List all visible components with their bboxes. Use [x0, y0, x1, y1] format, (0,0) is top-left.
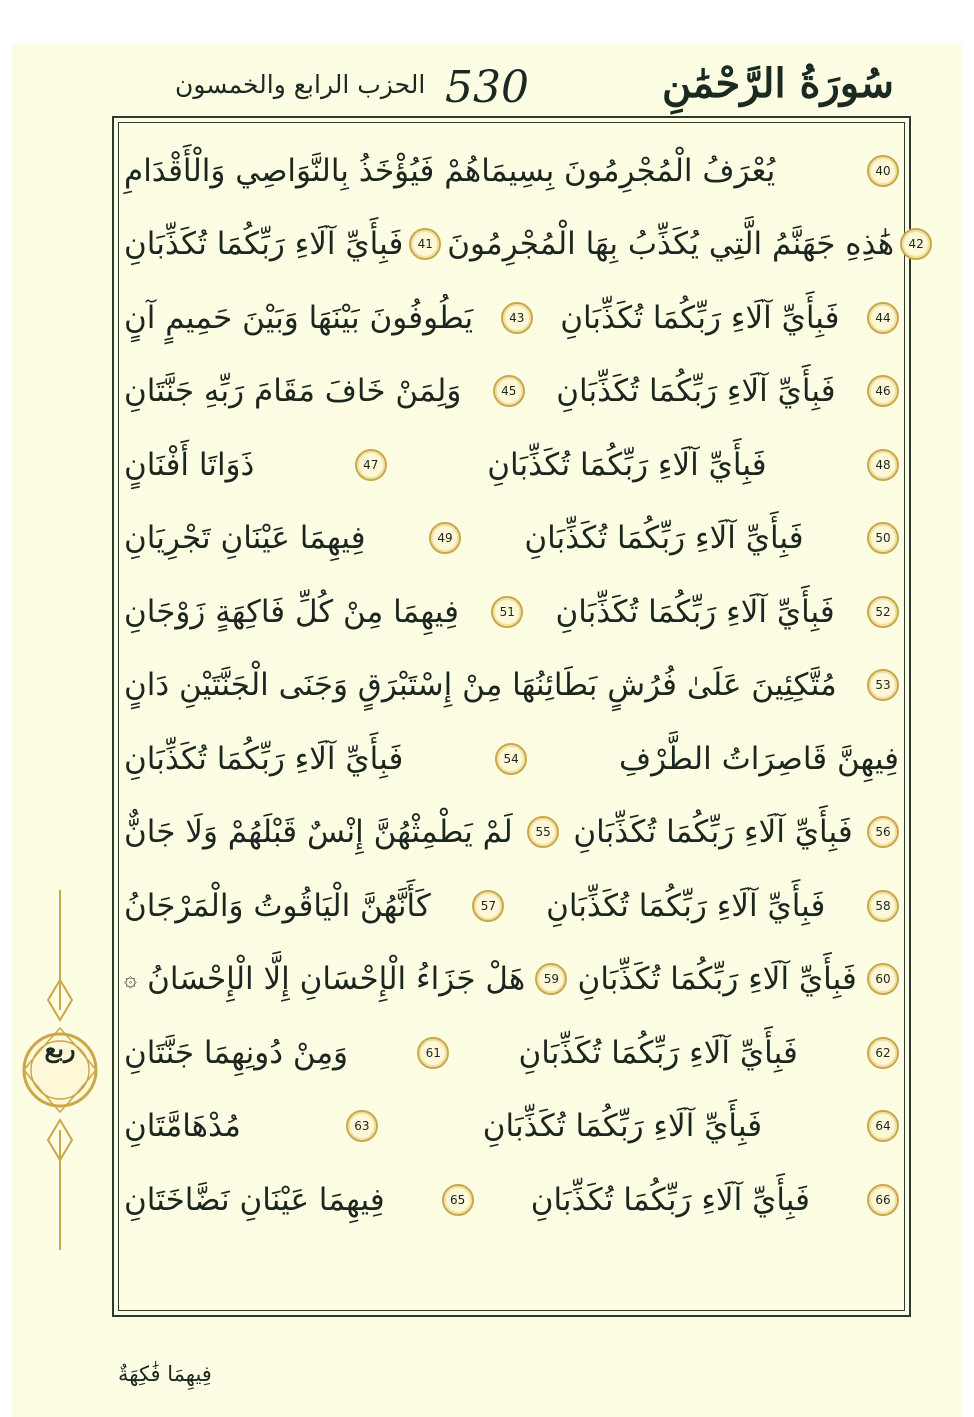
verse-line: [124, 281, 899, 355]
verse-text: ذَوَاتَا أَفْنَانٍ: [124, 446, 255, 483]
verse-line: [124, 1163, 899, 1237]
verse-line: [124, 575, 899, 649]
verse-line: [124, 1016, 899, 1090]
catchword: فِيهِمَا فَٰكِهَةٌ: [118, 1362, 212, 1386]
ayah-number-marker: 42: [900, 228, 932, 260]
ayah-number-marker: 45: [493, 375, 525, 407]
verse-line: [124, 796, 899, 870]
verse-text: مُدْهَامَّتَانِ: [124, 1108, 241, 1145]
ayah-number-marker: 59: [535, 963, 567, 995]
verse-text: فَبِأَيِّ آلَاءِ رَبِّكُمَا تُكَذِّبَانِ: [482, 1108, 763, 1145]
verse-text: فَبِأَيِّ آلَاءِ رَبِّكُمَا تُكَذِّبَانِ: [556, 373, 836, 410]
rub-label: ربع: [44, 1034, 76, 1063]
ayah-number-marker: 50: [867, 522, 899, 554]
verse-text: فَبِأَيِّ آلَاءِ رَبِّكُمَا تُكَذِّبَانِ: [124, 740, 404, 777]
ayah-number-marker: 55: [527, 816, 559, 848]
ayah-number-marker: 48: [867, 449, 899, 481]
verse-text: فَبِأَيِّ آلَاءِ رَبِّكُمَا تُكَذِّبَانِ: [530, 1181, 810, 1218]
verse-text: فَبِأَيِّ آلَاءِ رَبِّكُمَا تُكَذِّبَانِ: [577, 961, 857, 998]
ayah-number-marker: 53: [867, 669, 899, 701]
surah-title: سُورَةُ الرَّحْمَٰنِ: [661, 60, 894, 107]
ayah-number-marker: 60: [867, 963, 899, 995]
verse-text: وَلِمَنْ خَافَ مَقَامَ رَبِّهِ جَنَّتَانِ: [124, 373, 462, 410]
ayah-number-marker: 61: [417, 1037, 449, 1069]
ayah-number-marker: 66: [867, 1184, 899, 1216]
ayah-number-marker: 47: [355, 449, 387, 481]
verse-text: فَبِأَيِّ آلَاءِ رَبِّكُمَا تُكَذِّبَانِ: [487, 446, 767, 483]
ayah-number-marker: 49: [429, 522, 461, 554]
ayah-number-marker: 54: [495, 743, 527, 775]
hizb-label: الحزب الرابع والخمسون: [175, 70, 426, 99]
verse-text: فَبِأَيِّ آلَاءِ رَبِّكُمَا تُكَذِّبَانِ: [573, 814, 853, 851]
verse-text: فِيهِمَا مِنْ كُلِّ فَاكِهَةٍ زَوْجَانِ: [124, 593, 459, 630]
page-number: 530: [445, 62, 529, 113]
ayah-number-marker: 65: [442, 1184, 474, 1216]
ayah-number-marker: 46: [867, 375, 899, 407]
ayah-number-marker: 64: [867, 1110, 899, 1142]
ayah-number-marker: 43: [501, 302, 533, 334]
verse-text: فَبِأَيِّ آلَاءِ رَبِّكُمَا تُكَذِّبَانِ: [560, 299, 840, 336]
ayah-number-marker: 63: [346, 1110, 378, 1142]
verse-line: [124, 355, 899, 429]
verse-line: [124, 649, 899, 723]
verse-text: فَبِأَيِّ آلَاءِ رَبِّكُمَا تُكَذِّبَانِ: [546, 887, 826, 924]
verse-line: [124, 428, 899, 502]
verse-text: يُعْرَفُ الْمُجْرِمُونَ بِسِيمَاهُمْ فَيُؤْخَذُ بِالنَّوَاصِي وَالْأَقْدَامِ: [124, 152, 776, 189]
verse-text: فِيهِمَا عَيْنَانِ تَجْرِيَانِ: [124, 520, 366, 557]
ayah-number-marker: 51: [491, 596, 523, 628]
verse-line: [124, 722, 899, 796]
verse-line: [124, 869, 899, 943]
verse-line: [124, 502, 899, 576]
rub-ornament-icon: [20, 890, 100, 1250]
ayah-number-marker: 57: [472, 890, 504, 922]
verse-text: فِيهِمَا عَيْنَانِ نَضَّاخَتَانِ: [124, 1181, 385, 1218]
verse-text: فَبِأَيِّ آلَاءِ رَبِّكُمَا تُكَذِّبَانِ: [555, 593, 835, 630]
verse-text: مُتَّكِئِينَ عَلَىٰ فُرُشٍ بَطَائِنُهَا مِنْ إِسْتَبْرَقٍ وَجَنَى الْجَنَّتَيْنِ دَانٍ: [124, 667, 837, 704]
verse-text: هَٰذِهِ جَهَنَّمُ الَّتِي يُكَذِّبُ بِهَا الْمُجْرِمُونَ: [447, 226, 895, 263]
ayah-number-marker: 56: [867, 816, 899, 848]
ayah-number-marker: 52: [867, 596, 899, 628]
verse-text: هَلْ جَزَاءُ الْإِحْسَانِ إِلَّا الْإِحْسَانُ: [147, 961, 526, 998]
hizb-star-icon: ۞: [124, 966, 137, 992]
verse-lines: [124, 134, 924, 1237]
verse-text: يَطُوفُونَ بَيْنَهَا وَبَيْنَ حَمِيمٍ آنٍ: [124, 299, 474, 336]
verse-line: [124, 943, 899, 1017]
verse-text: لَمْ يَطْمِثْهُنَّ إِنْسٌ قَبْلَهُمْ وَلَا جَانٌّ: [124, 814, 513, 851]
verse-line: [124, 1090, 899, 1164]
verse-line: [124, 134, 899, 208]
verse-text: فِيهِنَّ قَاصِرَاتُ الطَّرْفِ: [619, 740, 899, 777]
verse-text: فَبِأَيِّ آلَاءِ رَبِّكُمَا تُكَذِّبَانِ: [124, 226, 404, 263]
verse-text: فَبِأَيِّ آلَاءِ رَبِّكُمَا تُكَذِّبَانِ: [518, 1034, 798, 1071]
verse-line: [124, 208, 924, 282]
verse-text: فَبِأَيِّ آلَاءِ رَبِّكُمَا تُكَذِّبَانِ: [524, 520, 804, 557]
ayah-number-marker: 41: [409, 228, 441, 260]
ayah-number-marker: 40: [867, 155, 899, 187]
ayah-number-marker: 44: [867, 302, 899, 334]
verse-text: وَمِنْ دُونِهِمَا جَنَّتَانِ: [124, 1034, 349, 1071]
verse-text: كَأَنَّهُنَّ الْيَاقُوتُ وَالْمَرْجَانُ: [124, 887, 431, 924]
ayah-number-marker: 58: [867, 890, 899, 922]
ayah-number-marker: 62: [867, 1037, 899, 1069]
text-frame: [112, 116, 924, 1317]
